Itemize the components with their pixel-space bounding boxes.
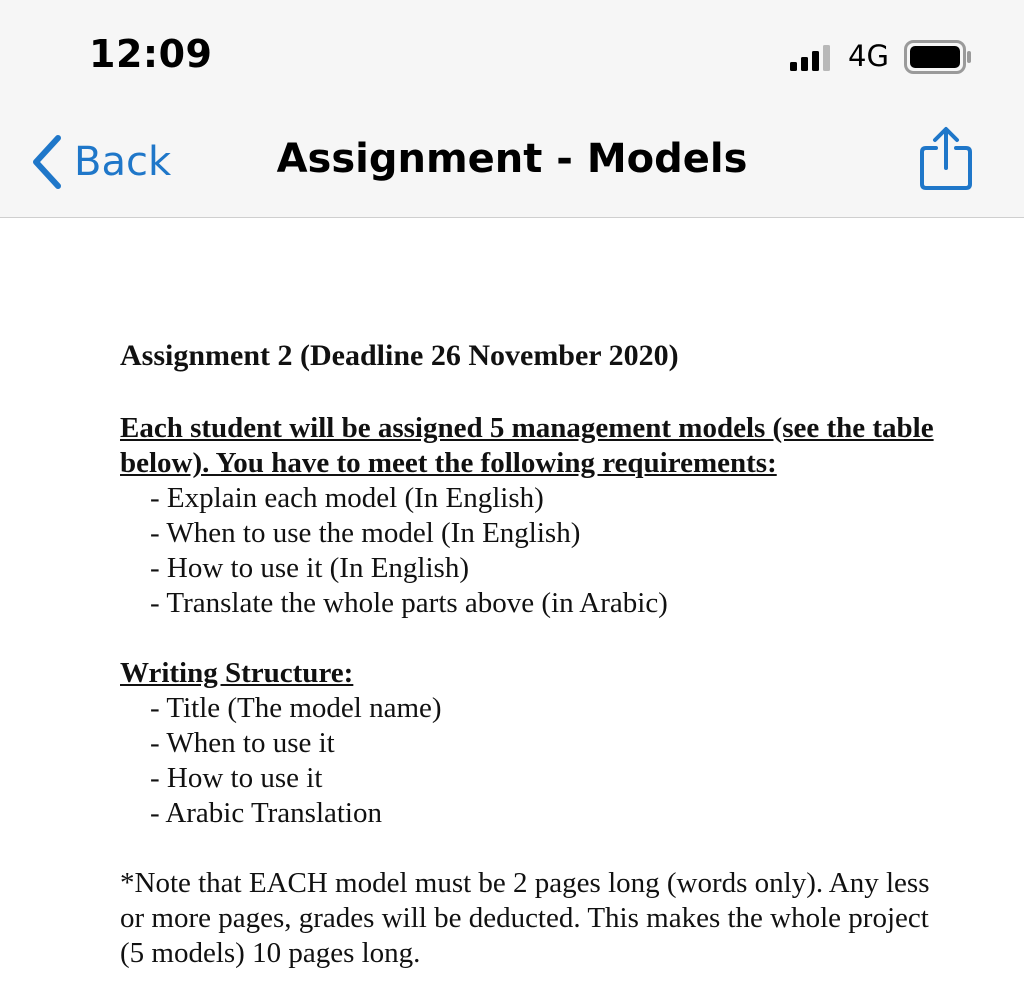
structure-heading: Writing Structure: [120,657,354,689]
list-item: - Arabic Translation [150,796,940,831]
navigation-bar [0,0,1024,218]
document-content [120,336,940,971]
assignment-heading: Assignment 2 (Deadline 26 November 2020) [120,339,679,372]
list-item: - How to use it (In English) [150,551,940,586]
requirements-list [120,481,940,621]
back-button-label: Back [74,139,172,185]
list-item: - Explain each model (In English) [150,481,940,516]
list-item: - Translate the whole parts above (in Arabic) [150,586,940,621]
structure-list [120,691,940,831]
signal-icon [790,45,832,71]
list-item: - How to use it [150,761,940,796]
list-item: - When to use it [150,726,940,761]
note-text: *Note that EACH model must be 2 pages long (words only). Any less or more pages, grades will be deducted. This makes the whole project (5 models) 10 pages long. [120,867,930,969]
page-title: Assignment - Models [276,136,748,182]
share-icon[interactable] [918,126,974,192]
network-type: 4G [848,39,889,73]
list-item: - Title (The model name) [150,691,940,726]
status-time: 12:09 [89,32,213,76]
battery-icon [904,40,974,74]
list-item: - When to use the model (In English) [150,516,940,551]
requirements-heading: Each student will be assigned 5 management models (see the table below). You have to meet the following requirements: [120,412,934,479]
